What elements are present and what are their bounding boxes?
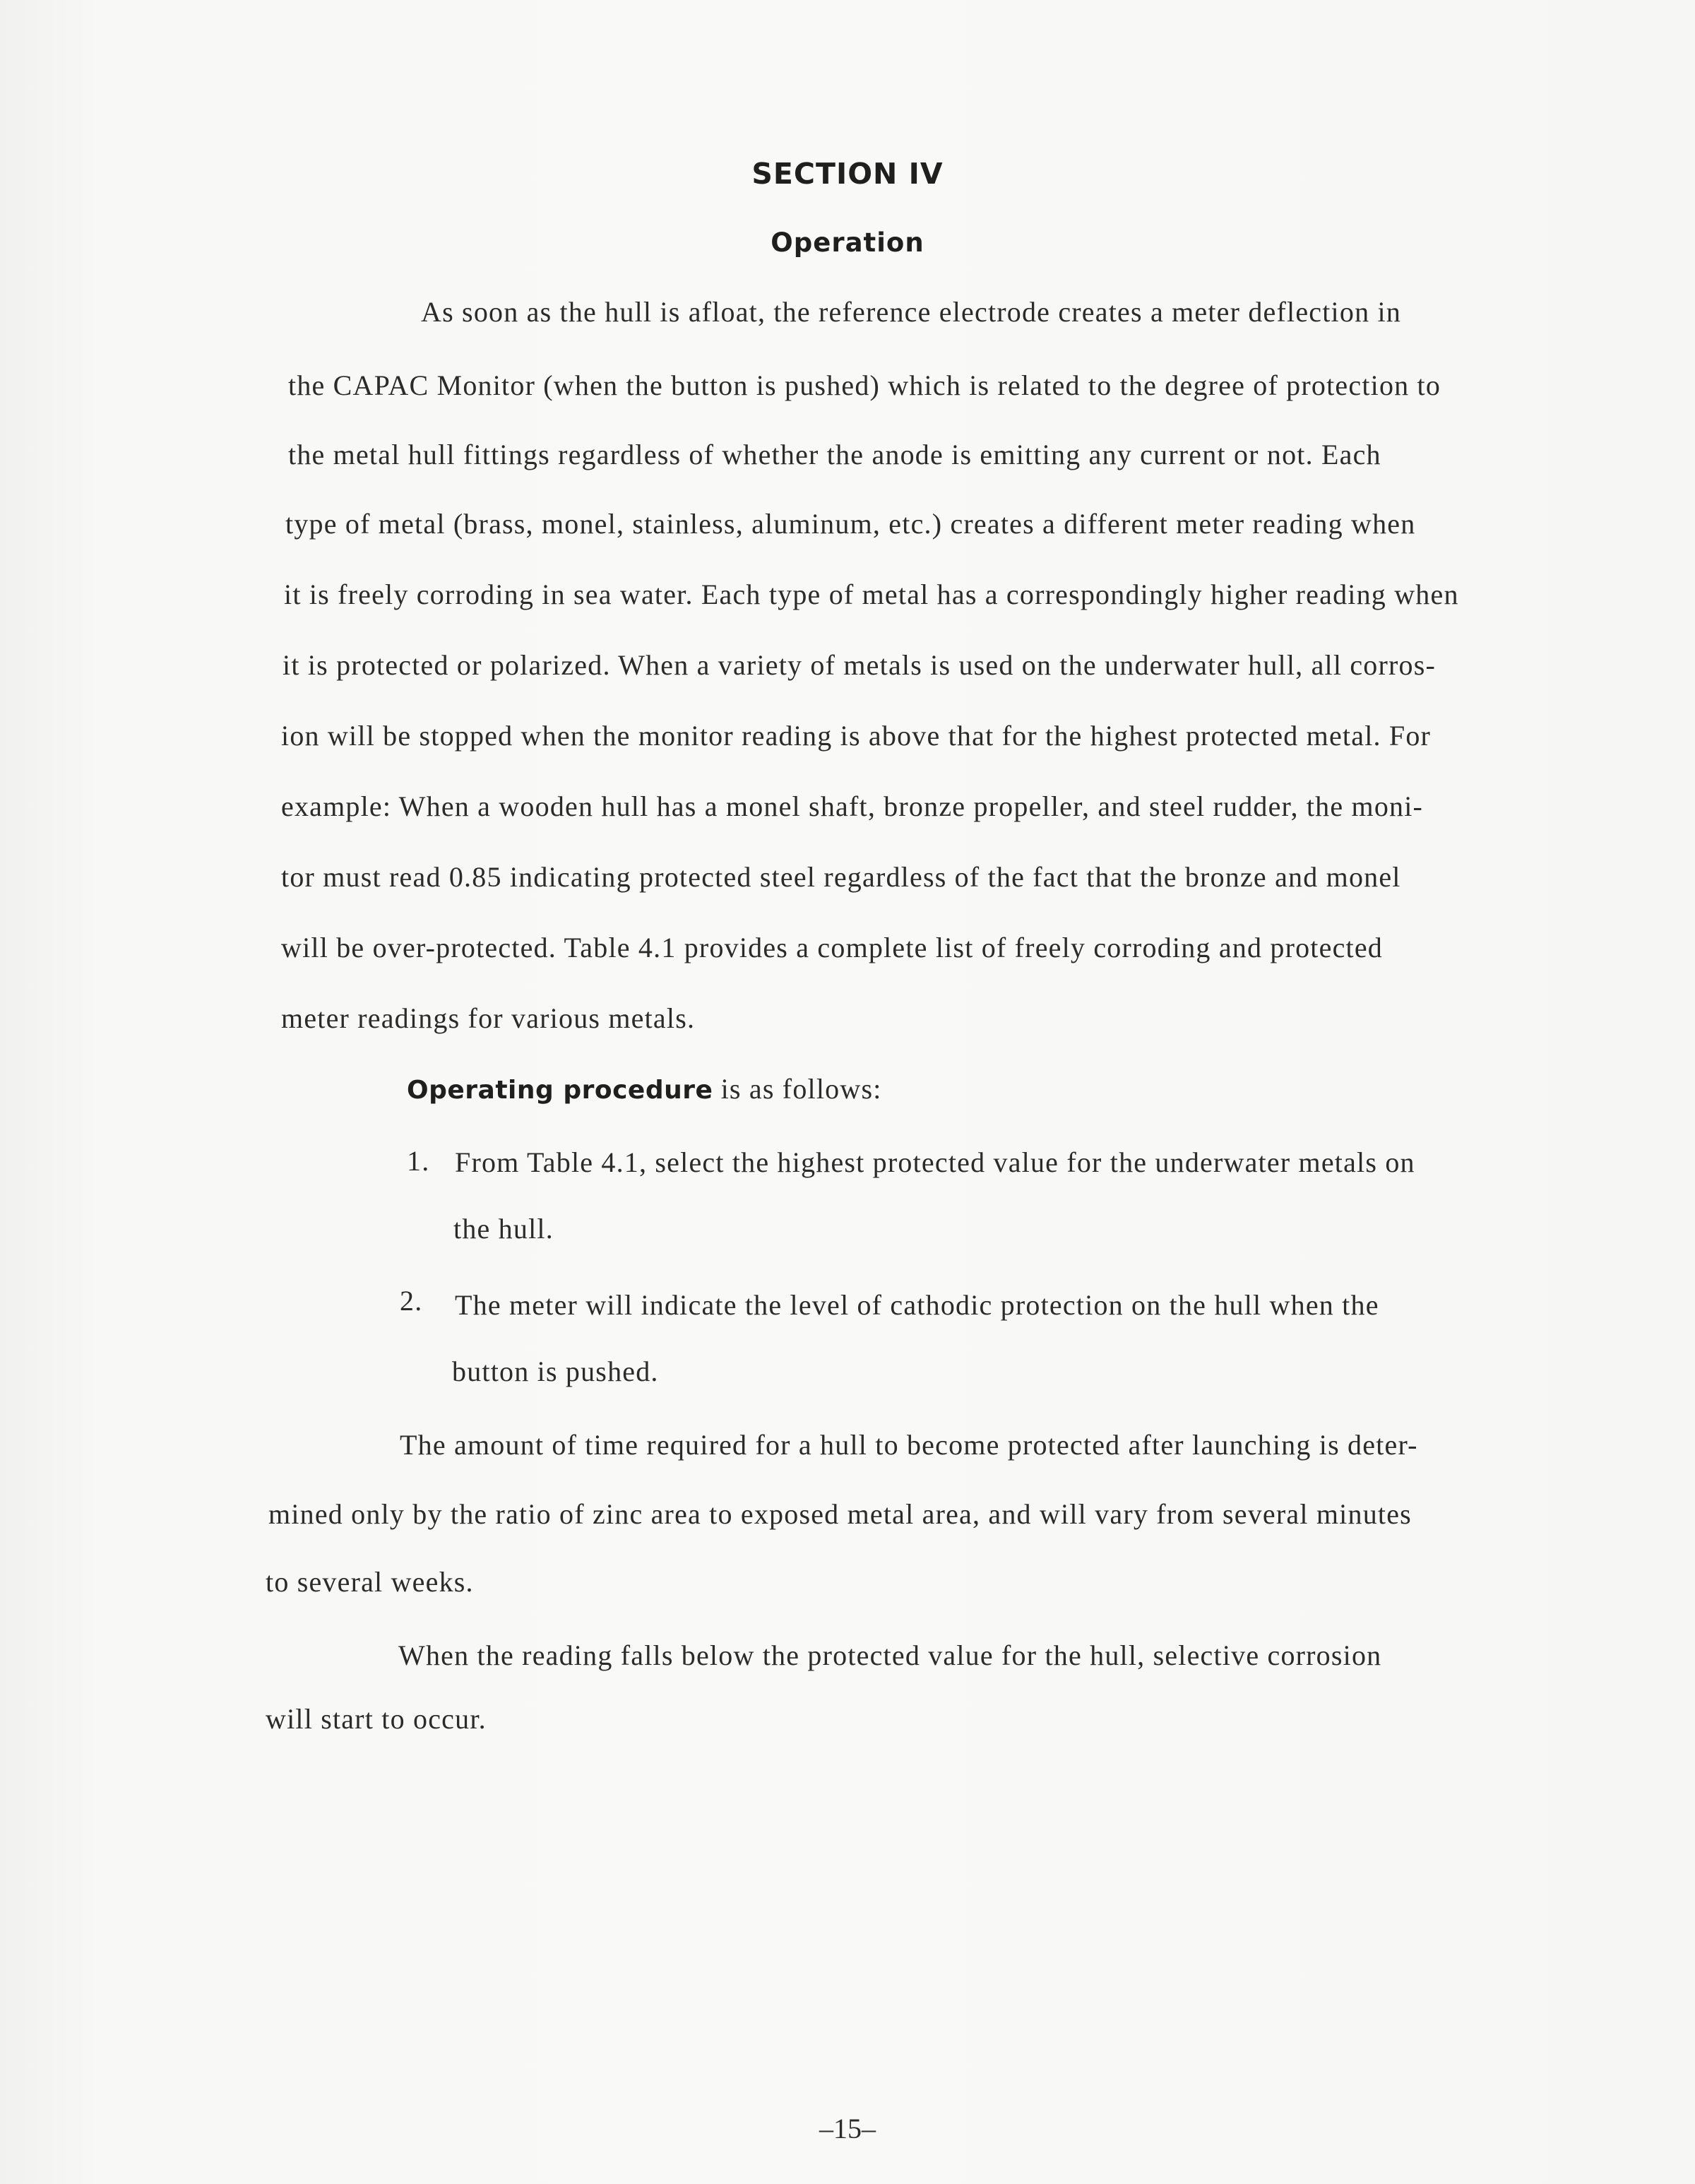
paragraph-line: will start to occur. <box>266 1703 487 1735</box>
paragraph-line: As soon as the hull is afloat, the reference electrode creates a meter deflection in <box>421 296 1401 328</box>
paragraph-line: type of metal (brass, monel, stainless, aluminum, etc.) creates a different meter reading when <box>285 508 1416 540</box>
procedure-step-text: The meter will indicate the level of cathodic protection on the hull when the <box>455 1289 1379 1321</box>
paragraph-line: it is freely corroding in sea water. Each type of metal has a correspondingly higher reading when <box>284 578 1459 610</box>
procedure-step-text: From Table 4.1, select the highest protected value for the underwater metals on <box>455 1146 1415 1178</box>
paragraph-line: will be over-protected. Table 4.1 provides a complete list of freely corroding and protected <box>281 932 1383 963</box>
section-subtitle: Operation <box>771 227 924 258</box>
procedure-step-number: 1. <box>407 1145 430 1177</box>
section-title: SECTION IV <box>751 157 944 191</box>
procedure-intro <box>407 1072 882 1108</box>
paragraph-line: ion will be stopped when the monitor reading is above that for the highest protected metal. For <box>281 720 1432 752</box>
procedure-step-text: the hull. <box>453 1213 554 1245</box>
paragraph-line: example: When a wooden hull has a monel shaft, bronze propeller, and steel rudder, the moni- <box>281 790 1424 822</box>
paragraph-line: to several weeks. <box>266 1566 474 1598</box>
paragraph-line: it is protected or polarized. When a variety of metals is used on the underwater hull, all corros- <box>282 649 1437 681</box>
paragraph-line: meter readings for various metals. <box>281 1002 696 1034</box>
paragraph-line: mined only by the ratio of zinc area to exposed metal area, and will vary from several minutes <box>268 1498 1412 1530</box>
paragraph-line: tor must read 0.85 indicating protected steel regardless of the fact that the bronze and monel <box>281 861 1401 893</box>
procedure-heading: Operating procedure <box>407 1076 713 1105</box>
paragraph-line: The amount of time required for a hull to become protected after launching is deter- <box>400 1429 1418 1461</box>
paragraph-line: the CAPAC Monitor (when the button is pushed) which is related to the degree of protection to <box>288 369 1441 401</box>
procedure-heading-rest: is as follows: <box>713 1073 882 1105</box>
page-number: –15– <box>819 2113 876 2144</box>
paragraph-line: the metal hull fittings regardless of whether the anode is emitting any current or not. Each <box>288 439 1381 470</box>
paragraph-line: When the reading falls below the protected value for the hull, selective corrosion <box>398 1639 1382 1671</box>
procedure-step-number: 2. <box>400 1285 423 1317</box>
procedure-step-text: button is pushed. <box>452 1355 659 1387</box>
